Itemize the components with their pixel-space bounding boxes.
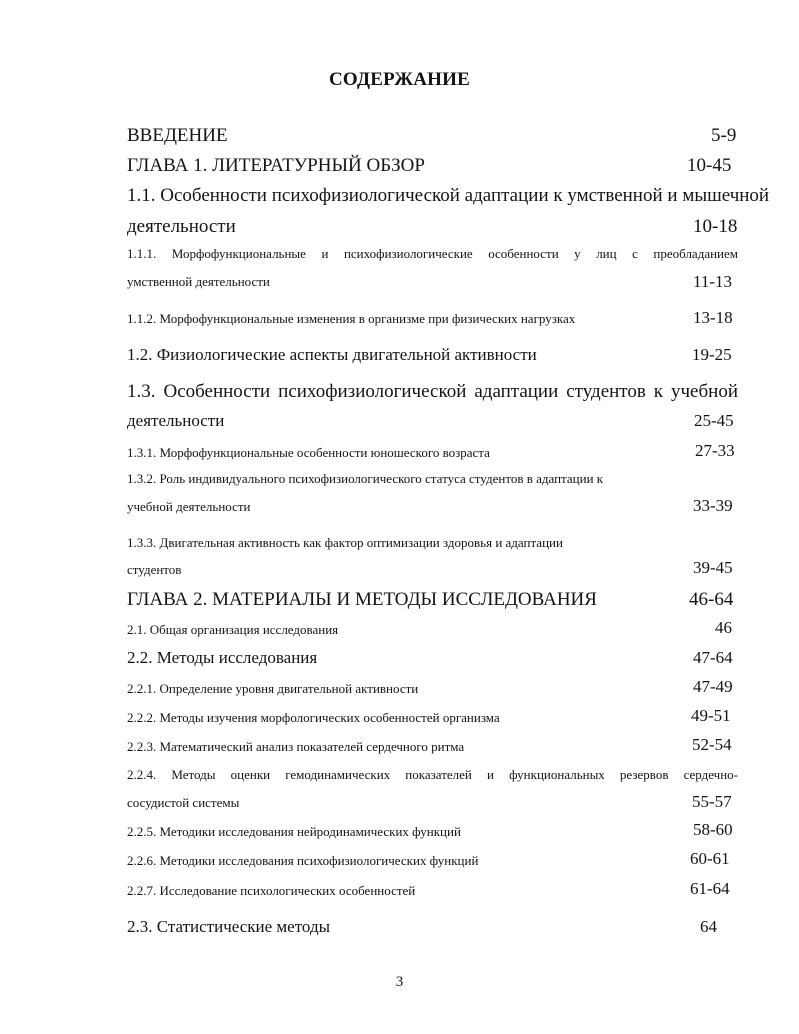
toc-entry-pages: 25-45 — [694, 411, 734, 430]
toc-entry-pages: 27-33 — [695, 441, 735, 460]
toc-entry-text-line2: студентов — [127, 562, 182, 577]
toc-entry-text-line1: 1.3. Особенности психофизиологической адаптации студентов к учебной — [127, 381, 738, 402]
toc-entry-pages: 11-13 — [693, 272, 733, 291]
toc-entry-text-line2: учебной деятельности — [127, 499, 251, 514]
toc-entry-text: 2.2.6. Методики исследования психофизиологических функций — [127, 853, 479, 868]
toc-entry-pages: 49-51 — [691, 706, 731, 725]
toc-entry-pages: 64 — [700, 917, 717, 936]
toc-entry-pages: 47-64 — [693, 648, 733, 667]
toc-entry-text-line2: умственной деятельности — [127, 274, 270, 289]
toc-entry-pages: 19-25 — [692, 345, 732, 364]
toc-entry-text: 2.2.5. Методики исследования нейродинамических функций — [127, 824, 461, 839]
toc-entry-pages: 52-54 — [692, 735, 732, 754]
toc-entry-text-line2: сосудистой системы — [127, 795, 240, 810]
toc-entry-pages: 58-60 — [693, 820, 733, 839]
toc-entry-pages: 33-39 — [693, 496, 733, 515]
toc-entry-text: ВВЕДЕНИЕ — [127, 125, 228, 146]
toc-entry-text: 1.1.2. Морфофункциональные изменения в организме при физических нагрузках — [127, 311, 576, 326]
toc-entry-text: 2.2.3. Математический анализ показателей сердечного ритма — [127, 739, 465, 754]
toc-entry-text: 2.2.2. Методы изучения морфологических особенностей организма — [127, 710, 500, 725]
toc-entry-text: 1.3.3. Двигательная активность как фактор оптимизации здоровья и адаптации — [127, 535, 563, 550]
toc-entry-text: 2.1. Общая организация исследования — [127, 622, 339, 637]
toc-entry-pages: 13-18 — [693, 308, 733, 327]
toc-entry-text: 1.2. Физиологические аспекты двигательной активности — [127, 345, 537, 364]
toc-entry-text: ГЛАВА 2. МАТЕРИАЛЫ И МЕТОДЫ ИССЛЕДОВАНИЯ — [127, 589, 597, 610]
page-number: 3 — [395, 974, 404, 990]
toc-entry-text: 2.2.1. Определение уровня двигательной активности — [127, 681, 419, 696]
toc-entry-text: ГЛАВА 1. ЛИТЕРАТУРНЫЙ ОБЗОР — [127, 155, 425, 176]
toc-entry-text-line1: 2.2.4. Методы оценки гемодинамических показателей и функциональных резервов сердечно- — [127, 767, 738, 782]
toc-entry-pages: 60-61 — [690, 849, 730, 868]
toc-entry-pages: 10-18 — [693, 216, 738, 237]
toc-entry-text-line1: 1.1. Особенности психофизиологической адаптации к умственной и мышечной — [127, 185, 770, 206]
toc-entry-pages: 46-64 — [689, 589, 734, 610]
toc-entry-text: 2.3. Статистические методы — [127, 917, 331, 936]
toc-entry-pages: 39-45 — [693, 558, 733, 577]
toc-title: СОДЕРЖАНИЕ — [329, 69, 470, 90]
toc-entry-pages: 5-9 — [711, 125, 737, 146]
toc-entry-text: 2.2. Методы исследования — [127, 648, 318, 667]
toc-entry-pages: 10-45 — [687, 155, 732, 176]
toc-entry-pages: 47-49 — [693, 677, 733, 696]
toc-entry-text: 1.3.2. Роль индивидуального психофизиологического статуса студентов в адаптации к — [127, 471, 604, 486]
toc-entry-text-line2: деятельности — [127, 411, 225, 430]
toc-entry-pages: 55-57 — [692, 792, 732, 811]
toc-entry-text-line2: деятельности — [127, 216, 236, 237]
toc-entry-text-line1: 1.1.1. Морфофункциональные и психофизиологические особенности у лиц с преобладанием — [127, 246, 738, 261]
toc-entry-pages: 61-64 — [690, 879, 730, 898]
toc-entry-text: 1.3.1. Морфофункциональные особенности юношеского возраста — [127, 445, 490, 460]
toc-entry-pages: 46 — [715, 618, 732, 637]
toc-entry-text: 2.2.7. Исследование психологических особенностей — [127, 883, 416, 898]
